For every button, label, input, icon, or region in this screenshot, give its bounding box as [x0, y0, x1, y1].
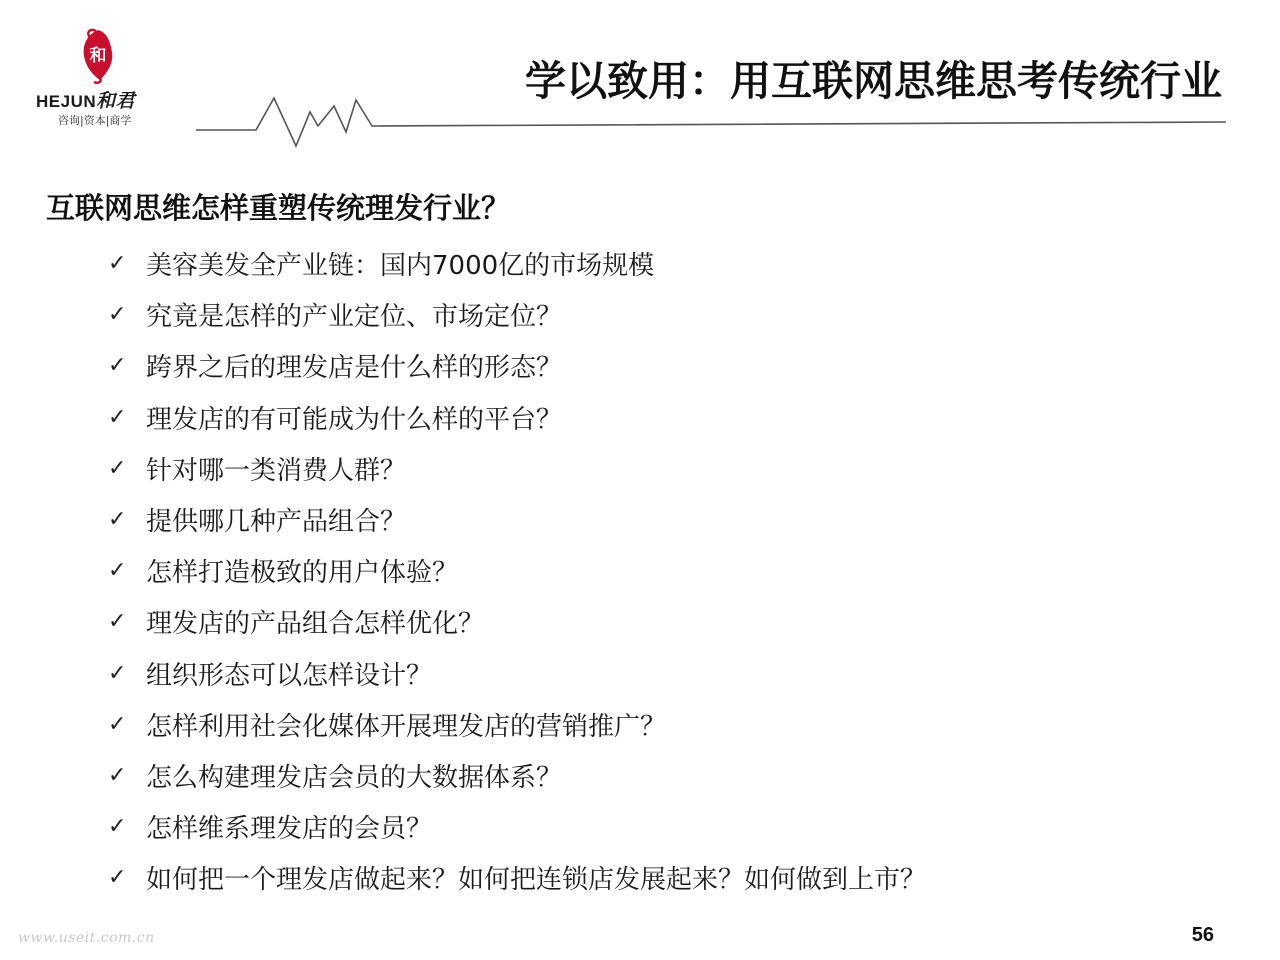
list-item — [108, 648, 926, 699]
check-icon: ✓ — [108, 353, 127, 379]
watermark-url: www.useit.com.cn — [18, 930, 155, 946]
check-icon: ✓ — [108, 762, 127, 788]
list-item-text: 理发店的有可能成为什么样的平台？ — [146, 404, 563, 435]
check-icon: ✓ — [108, 455, 127, 481]
page-number: 56 — [1191, 924, 1214, 946]
section-heading: 互联网思维怎样重塑传统理发行业？ — [46, 191, 511, 225]
check-icon: ✓ — [108, 609, 127, 635]
list-item — [108, 852, 926, 903]
list-item — [108, 699, 926, 750]
check-icon: ✓ — [108, 251, 127, 277]
logo-tagline: 咨询|资本|商学 — [58, 114, 132, 127]
question-list — [108, 238, 926, 903]
list-item — [108, 750, 926, 801]
list-item-text: 组织形态可以怎样设计？ — [146, 660, 433, 691]
seal-icon — [80, 28, 116, 84]
list-item-text: 针对哪一类消费人群？ — [146, 455, 407, 486]
list-item-text: 如何把一个理发店做起来？如何把连锁店发展起来？如何做到上市？ — [146, 865, 927, 896]
list-item — [108, 801, 926, 852]
check-icon: ✓ — [108, 404, 127, 430]
list-item — [108, 238, 926, 289]
list-item-text: 怎样维系理发店的会员？ — [146, 814, 433, 845]
check-icon: ✓ — [108, 507, 127, 533]
check-icon: ✓ — [108, 814, 127, 840]
hejun-logo — [36, 28, 176, 128]
list-item — [108, 392, 926, 443]
list-item-text: 美容美发全产业链：国内7000亿的市场规模 — [146, 251, 655, 282]
list-item — [108, 545, 926, 596]
seal-char: 和 — [89, 46, 107, 66]
list-item — [108, 443, 926, 494]
pulse-divider — [196, 96, 1226, 152]
check-icon: ✓ — [108, 865, 127, 891]
check-icon: ✓ — [108, 711, 127, 737]
list-item — [108, 289, 926, 340]
check-icon: ✓ — [108, 558, 127, 584]
list-item-text: 怎样利用社会化媒体开展理发店的营销推广？ — [146, 711, 667, 742]
list-item-text: 跨界之后的理发店是什么样的形态？ — [146, 353, 563, 384]
logo-brand — [36, 86, 135, 113]
logo-brand-latin: HEJUN — [36, 92, 97, 111]
list-item-text: 怎样打造极致的用户体验？ — [146, 558, 459, 589]
list-item — [108, 340, 926, 391]
list-item-text: 提供哪几种产品组合？ — [146, 507, 407, 538]
page-title: 学以致用：用互联网思维思考传统行业 — [525, 57, 1222, 105]
list-item-text: 怎么构建理发店会员的大数据体系？ — [146, 762, 563, 793]
logo-brand-cn: 和君 — [96, 90, 136, 112]
list-item-text: 究竟是怎样的产业定位、市场定位？ — [146, 302, 563, 333]
check-icon: ✓ — [108, 660, 127, 686]
check-icon: ✓ — [108, 302, 127, 328]
list-item — [108, 494, 926, 545]
list-item — [108, 596, 926, 647]
list-item-text: 理发店的产品组合怎样优化？ — [146, 609, 485, 640]
